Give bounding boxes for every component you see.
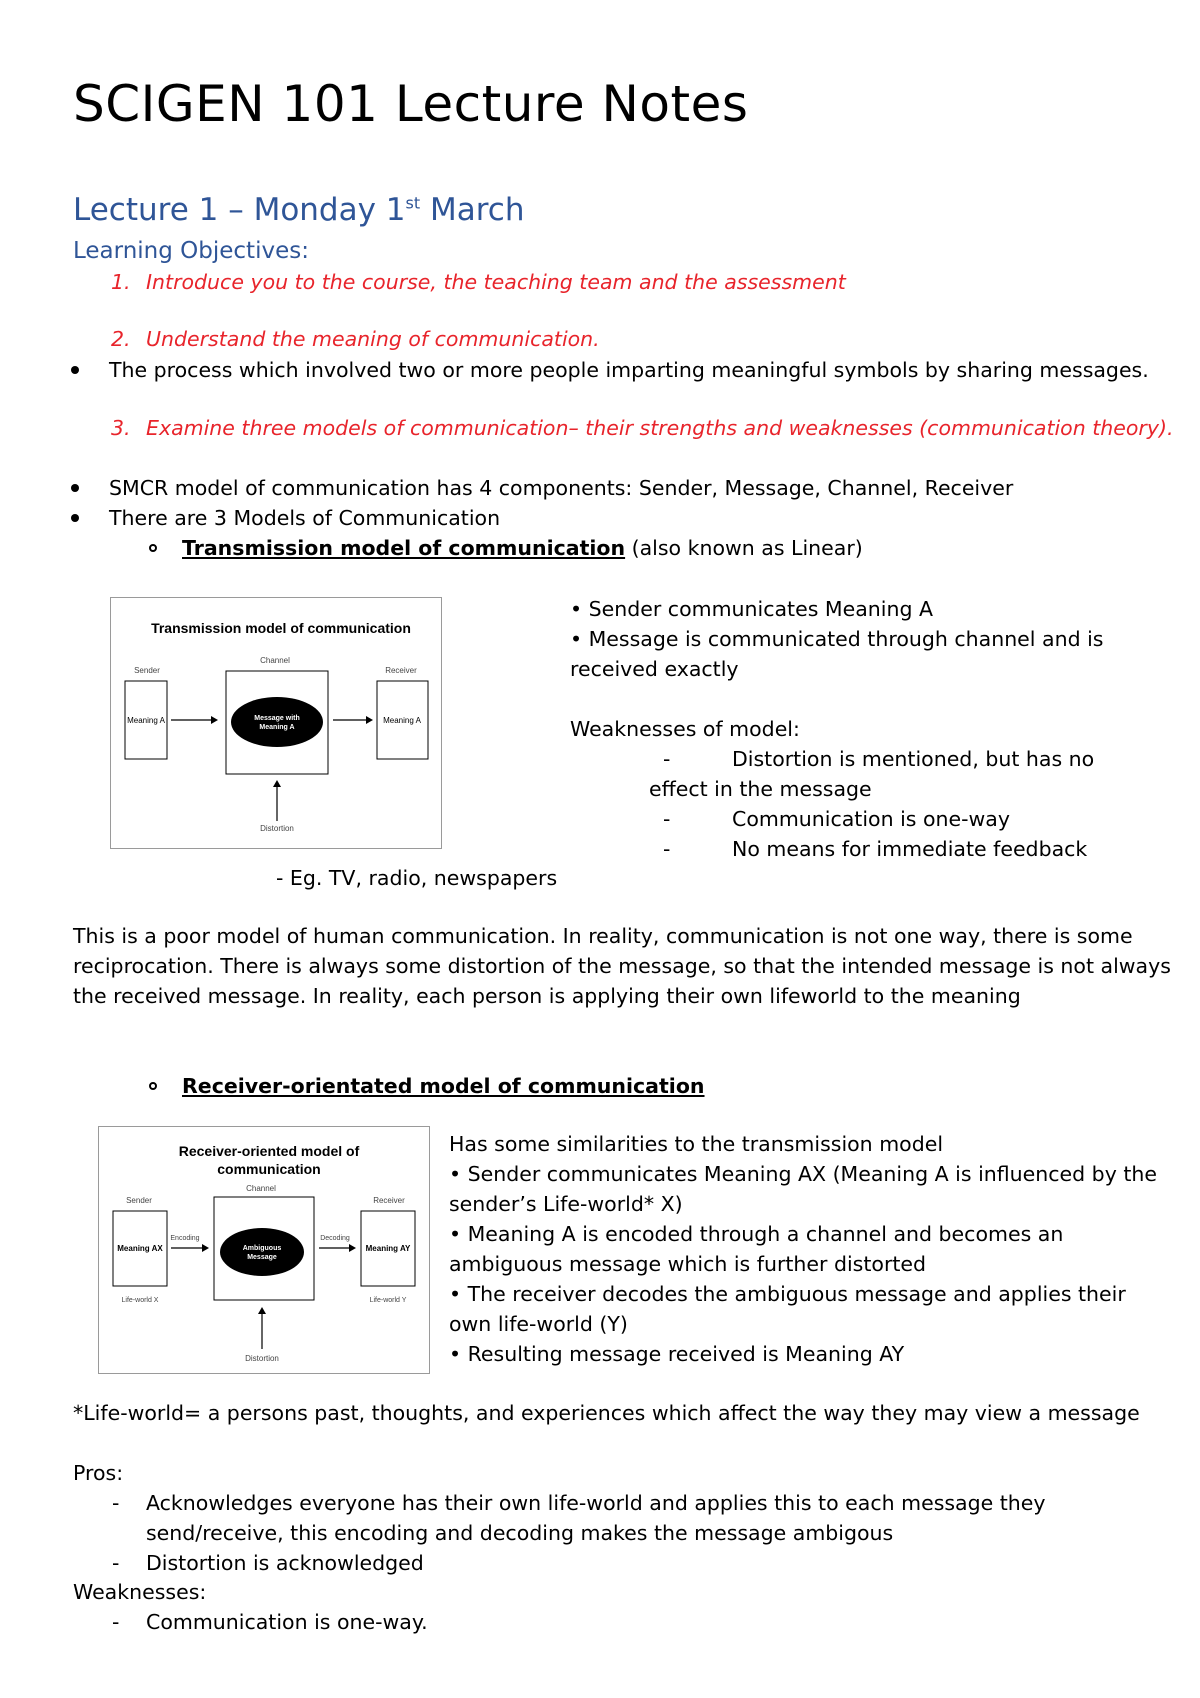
transmission-heading-line	[182, 534, 863, 562]
page-title: SCIGEN 101 Lecture Notes	[73, 75, 749, 133]
receiver-point: Has some similarities to the transmission model	[449, 1132, 944, 1156]
ambiguous-text-1: Ambiguous	[242, 1245, 282, 1252]
sender-label: Sender	[134, 666, 160, 675]
objective-text: Introduce you to the course, the teaching team and the assessment	[146, 270, 846, 294]
receiver-point: • The receiver decodes the ambiguous message and applies their	[449, 1282, 1126, 1306]
dash: -	[112, 1610, 120, 1634]
distortion-label: Distortion	[260, 824, 294, 833]
receiver-diagram-title: Receiver-oriented model of	[178, 1143, 360, 1159]
ambiguous-text-2: Message	[247, 1254, 277, 1261]
weaknesses-heading: Weaknesses:	[73, 1580, 207, 1604]
arrow-head	[202, 1244, 209, 1252]
paragraph-line: reciprocation. There is always some distortion of the message, so that the intended message is not always	[73, 954, 1171, 978]
objectives-heading: Learning Objectives:	[73, 238, 309, 264]
bullet-dot	[71, 366, 79, 374]
smcr-bullet: SMCR model of communication has 4 components: Sender, Message, Channel, Receiver	[109, 476, 1014, 500]
transmission-heading-suffix: (also known as Linear)	[625, 536, 863, 560]
transmission-heading: Transmission model of communication	[182, 536, 626, 560]
message-ellipse	[220, 1228, 304, 1276]
pros-heading: Pros:	[73, 1461, 124, 1485]
receiver-point: • Meaning A is encoded through a channel and becomes an	[449, 1222, 1064, 1246]
objective-text: Understand the meaning of communication.	[146, 327, 600, 351]
paragraph-line: the received message. In reality, each person is applying their own lifeworld to the meaning	[73, 984, 1021, 1008]
receiver-diagram-title: communication	[217, 1161, 321, 1177]
receiver-point: ambiguous message which is further distorted	[449, 1252, 927, 1276]
bullet-dot	[71, 484, 79, 492]
weaknesses-heading: Weaknesses of model:	[570, 717, 800, 741]
channel-label: Channel	[260, 656, 290, 665]
transmission-point: • Message is communicated through channel and is	[570, 627, 1104, 651]
receiver-point: • Sender communicates Meaning AX (Meaning A is influenced by the	[449, 1162, 1157, 1186]
decoding-label: Decoding	[320, 1235, 350, 1242]
lifeworld-y-label: Life-world Y	[369, 1297, 407, 1304]
arrow-head	[258, 1307, 266, 1314]
encoding-label: Encoding	[170, 1235, 200, 1242]
dash: -	[663, 747, 671, 771]
pros-item-cont: send/receive, this encoding and decoding makes the message ambigous	[146, 1521, 894, 1545]
receiver-label: Receiver	[373, 1196, 405, 1205]
receiver-diagram	[98, 1126, 430, 1374]
arrow-head	[349, 1244, 356, 1252]
weakness-item: Communication is one-way	[732, 807, 1010, 831]
message-text-2: Meaning A	[259, 724, 295, 731]
transmission-diagram-title: Transmission model of communication	[151, 620, 411, 636]
objective-number: 2.	[111, 327, 131, 351]
message-text-1: Message with	[254, 715, 300, 722]
lifeworld-x-label: Life-world X	[121, 1297, 159, 1304]
objective-text: Examine three models of communication– their strengths and weaknesses (communication theory).	[146, 416, 1174, 440]
paragraph-line: This is a poor model of human communication. In reality, communication is not one way, there is some	[73, 924, 1133, 948]
lecture-heading-main: Lecture 1 – Monday 1	[73, 192, 406, 228]
weakness-item-cont: effect in the message	[649, 777, 872, 801]
distortion-label: Distortion	[245, 1354, 279, 1363]
example-line: - Eg. TV, radio, newspapers	[276, 866, 558, 890]
pros-item: Distortion is acknowledged	[146, 1551, 424, 1575]
receiver-point: sender’s Life-world* X)	[449, 1192, 683, 1216]
meaning-ax: Meaning AX	[117, 1244, 163, 1253]
bullet-circle	[149, 1082, 157, 1090]
communication-definition: The process which involved two or more people imparting meaningful symbols by sharing messages.	[109, 358, 1149, 382]
bullet-circle	[149, 544, 157, 552]
transmission-diagram	[110, 597, 442, 849]
weakness-item: No means for immediate feedback	[732, 837, 1088, 861]
transmission-point: received exactly	[570, 657, 739, 681]
receiver-label: Receiver	[385, 666, 417, 675]
dash: -	[663, 807, 671, 831]
meaning-a-sender: Meaning A	[127, 716, 165, 725]
dash: -	[112, 1551, 120, 1575]
meaning-ay: Meaning AY	[365, 1244, 411, 1253]
receiver-point: • Resulting message received is Meaning AY	[449, 1342, 905, 1366]
transmission-point: • Sender communicates Meaning A	[570, 597, 934, 621]
sender-label: Sender	[126, 1196, 152, 1205]
arrow-head	[273, 780, 281, 787]
weakness-item: Communication is one-way.	[146, 1610, 428, 1634]
dash: -	[112, 1491, 120, 1515]
arrow-head	[366, 716, 373, 724]
channel-label: Channel	[246, 1184, 276, 1193]
lecture-heading-end: March	[420, 192, 525, 228]
message-ellipse	[231, 697, 323, 747]
lecture-heading	[73, 190, 525, 230]
lifeworld-definition: *Life-world= a persons past, thoughts, and experiences which affect the way they may view a message	[73, 1401, 1140, 1425]
pros-item: Acknowledges everyone has their own life-world and applies this to each message they	[146, 1491, 1046, 1515]
dash: -	[663, 837, 671, 861]
objective-number: 3.	[111, 416, 131, 440]
models-bullet: There are 3 Models of Communication	[109, 506, 501, 530]
receiver-point: own life-world (Y)	[449, 1312, 628, 1336]
lecture-heading-sup: st	[405, 193, 421, 213]
weakness-item: Distortion is mentioned, but has no	[732, 747, 1095, 771]
bullet-dot	[71, 514, 79, 522]
objective-number: 1.	[111, 270, 131, 294]
arrow-head	[211, 716, 218, 724]
meaning-a-receiver: Meaning A	[383, 716, 421, 725]
receiver-heading: Receiver-orientated model of communication	[182, 1074, 705, 1098]
